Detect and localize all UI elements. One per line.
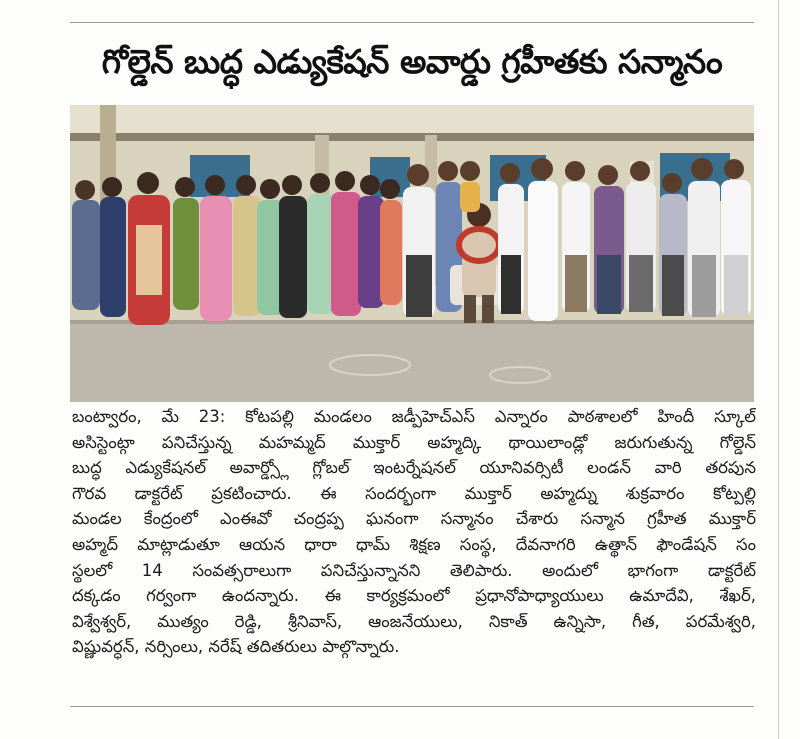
group-photo: [70, 105, 754, 402]
article-line: గౌరవ డాక్టరేట్ ప్రకటించారు. ఈ సందర్భంగా ముక్తార్ అహ్మద్ను శుక్రవారం కోట్పల్లి: [72, 483, 756, 503]
article-line: స్థలలో 14 సంవత్సరాలుగా పనిచేస్తున్నానని తెలిపారు. అందులో భాగంగా డాక్టరేట్: [72, 560, 756, 580]
bottom-divider: [70, 706, 754, 707]
cut-off-previous-text: [72, 0, 752, 14]
article-line: బంట్వారం, మే 23: కోటపల్లి మండలం జడ్పీహెచ్ఎస్ ఎన్నారం పాఠశాలలో హిందీ స్కూల్: [72, 407, 756, 426]
article-line: దక్కడం గర్వంగా ఉందన్నారు. ఈ కార్యక్రమంలో ప్రధానోపాధ్యాయులు ఉమాదేవి, శేఖర్,: [72, 586, 756, 606]
headline: గోల్డెన్ బుద్ధ ఎడ్యుకేషన్ అవార్డు గ్రహీతకు సన్మానం: [101, 41, 723, 81]
top-divider: [70, 22, 754, 23]
article-line: విష్ణువర్ధన్, నర్సింలు, నరేష్ తదితరులు పాల్గొన్నారు.: [72, 637, 400, 657]
article-line: బుద్ధ ఎడ్యుకేషనల్ అవార్డ్స్లో గ్లోబల్ ఇంటర్నేషనల్ యూనివర్సిటీ లండన్ వారి తరపున: [72, 458, 756, 478]
column-edge-line: [778, 0, 779, 739]
article-line: అహ్మద్ మాట్లాడుతూ ఆయన ధారా ధామ్ శిక్షణ సంస్థ, దేవనాగరి ఉత్థాన్ ఫౌండేషన్ సం: [72, 534, 756, 554]
article-line: విశ్వేశ్వర్, ముత్యం రెడ్డి, శ్రీనివాస్, ఆంజనేయులు, నికాత్ ఉన్నిసా, గీత, పరమేశ్వరి,: [72, 611, 756, 631]
article-line: అసిస్టెంట్గా పనిచేస్తున్న మహమ్మద్ ముక్తార్ అహ్మద్కి థాయిలాండ్లో జరుగుతున్న గోల్డెన్: [72, 432, 756, 452]
article-body: [72, 404, 756, 660]
article-line: మండల కేంద్రంలో ఎంఈవో చంద్రప్ప ఘనంగా సన్మానం చేశారు సన్మాన గ్రహీత ముక్తార్: [72, 509, 756, 529]
